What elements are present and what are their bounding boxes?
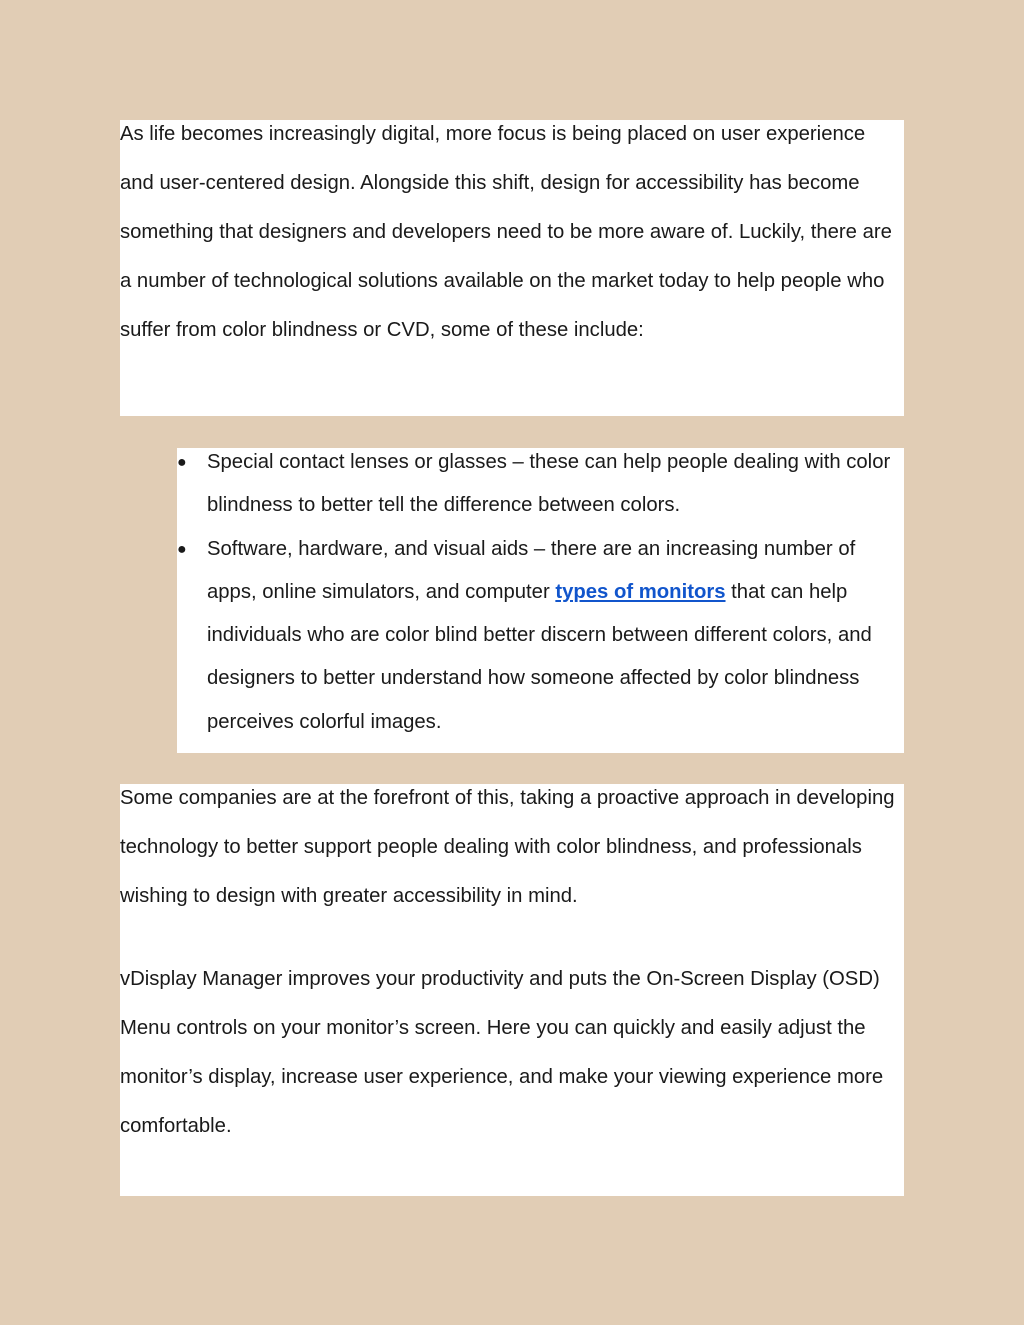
solutions-list-block [177, 448, 904, 753]
closing-paragraphs-block [120, 784, 904, 1196]
bullet-icon: ● [177, 540, 187, 558]
list-item-text-after-link: that can help individuals who are color blind better discern between different colors, and designers to better understand how someone affected by color blindness perceives colorful images. [207, 580, 872, 733]
companies-paragraph: Some companies are at the forefront of this, taking a proactive approach in developing technology to better support people dealing with color blindness, and professionals wishing to design with greater accessibility in mind. [120, 787, 895, 907]
types-of-monitors-link[interactable]: types of monitors [555, 580, 726, 603]
list-item [177, 528, 904, 744]
solutions-list [177, 441, 904, 744]
intro-paragraph-block [120, 120, 904, 416]
intro-paragraph: As life becomes increasingly digital, more focus is being placed on user experience and user-centered design. Alongside this shift, design for accessibility has become something that designers and developers need to be more aware of. Luckily, there are a number of technological solutions available on the market today to help people who suffer from color blindness or CVD, some of these include: [120, 123, 892, 341]
vdisplay-paragraph: vDisplay Manager improves your productivity and puts the On-Screen Display (OSD) Menu controls on your monitor’s screen. Here you can quickly and easily adjust the monitor’s display, increase user experience, and make your viewing experience more comfortable. [120, 968, 884, 1137]
list-item-text: Special contact lenses or glasses – these can help people dealing with color blindness to better tell the difference between colors. [207, 451, 891, 517]
bullet-icon: ● [177, 454, 187, 471]
list-item [177, 441, 904, 528]
list-item-text-before-link: Software, hardware, and visual aids – there are an increasing number of apps, online simulators, and computer [207, 537, 856, 603]
